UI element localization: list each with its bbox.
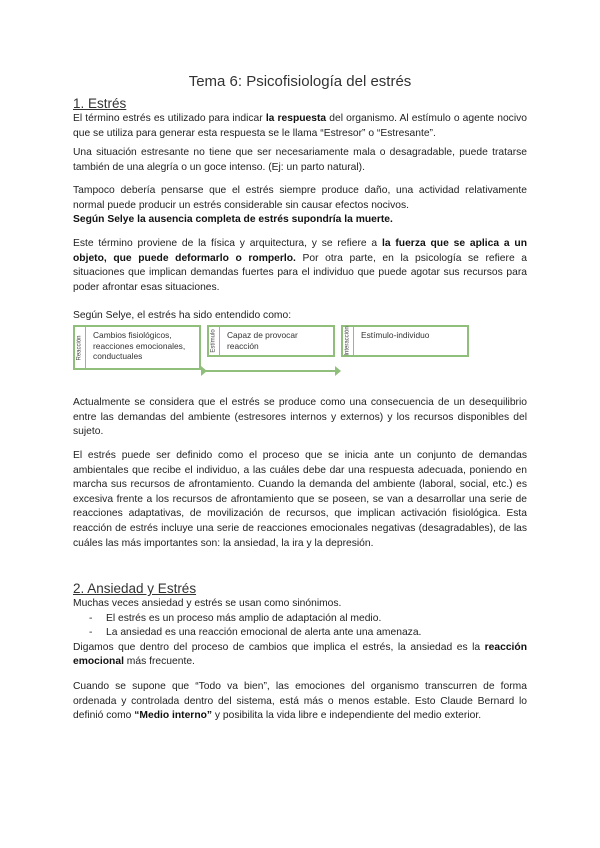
diagram-box-reaction (73, 325, 201, 370)
section-1 (73, 95, 527, 141)
arrow-icon (335, 366, 341, 376)
stress-definitions-diagram (73, 325, 469, 375)
paragraph-2: Una situación estresante no tiene que ser necesariamente mala o desagradable, puede tratarse también de una alegría o un goce intenso. (Ej: un parto natural). (73, 147, 527, 173)
section-1-heading: 1. Estrés (73, 96, 127, 111)
paragraph-1: El término estrés es utilizado para indicar la respuesta del organismo. Al estímulo o agente nocivo que se utiliza para generar esta respuesta se le llama “Estresor” o “Estresante”. (73, 113, 527, 139)
section-2-heading: 2. Ansiedad y Estrés (73, 581, 197, 596)
list-item: - La ansiedad es una reacción emocional de alerta ante una amenaza. (89, 626, 527, 641)
diagram-tab-label: Interacción (344, 326, 351, 356)
paragraph-8: Muchas veces ansiedad y estrés se usan como sinónimos. (73, 598, 342, 609)
paragraph-7: El estrés puede ser definido como el proceso que se inicia ante un conjunto de demandas ambientales que recibe el individuo, a las cuáles debe dar una respuesta adecuada, poniendo en marcha sus recursos de afrontamiento. Cuando la demanda del ambiente (laboral, social, etc.) es excesiva frente a los recursos de afrontamiento que se poseen, se van a desarrollar una serie de reacciones adaptativas, de movilización de recursos, que implican activación fisiológica. Esta reacción de estrés incluye una serie de reacciones emocionales negativas (desagradables), de las cuáles las más importantes son: la ansiedad, la ira y la depresión. (73, 450, 527, 549)
diagram-box-interaction (341, 325, 469, 357)
diagram-tab-label: Estímulo (210, 329, 217, 353)
diagram-tab-label: Reacción (76, 334, 83, 361)
diagram-text: Cambios fisiológicos, reacciones emocionales, conductuales (93, 330, 186, 361)
diagram-connector (201, 370, 335, 372)
paragraph-5: Según Selye, el estrés ha sido entendido como: (73, 310, 292, 321)
paragraph-6: Actualmente se considera que el estrés se produce como una consecuencia de un desequilibrio entre las demandas del ambiente (estresores internos y externos) y los recursos disponibles del sujeto. (73, 397, 527, 438)
section-2 (73, 580, 527, 670)
paragraph-9: Digamos que dentro del proceso de cambios que implica el estrés, la ansiedad es la reacción emocional más frecuente. (73, 641, 527, 668)
list-item: - El estrés es un proceso más amplio de adaptación al medio. (89, 612, 527, 627)
diagram-text: Estímulo-individuo (361, 330, 430, 340)
paragraph-4: Este término proviene de la física y arquitectura, y se refiere a la fuerza que se aplica a un objeto, que puede deformarlo o romperlo. Por otra parte, en la psicología se refiere a situaciones que implican demandas fuertes para el individuo que puede agotar sus recursos para poder afrontar esas situaciones. (73, 238, 527, 293)
paragraph-10: Cuando se supone que “Todo va bien”, las emociones del organismo transcurren de forma ordenada y controlada dentro del sistema, está más o menos estable. Esto Claude Bernard lo definió como “Medio interno” y posibilita la vida libre e independiente del medio exterior. (73, 681, 527, 722)
diagram-box-stimulus (207, 325, 335, 357)
selye-statement: Según Selye la ausencia completa de estrés supondría la muerte. (73, 214, 393, 226)
paragraph-3: Tampoco debería pensarse que el estrés siempre produce daño, una actividad relativamente normal puede producir un estrés considerable sin causar efectos nocivos. Según Selye la ausencia completa de estrés supondría la muerte. (73, 185, 527, 226)
page-title: Tema 6: Psicofisiología del estrés (188, 73, 412, 90)
bullet-list (73, 612, 527, 641)
diagram-text: Capaz de provocar reacción (227, 330, 298, 351)
